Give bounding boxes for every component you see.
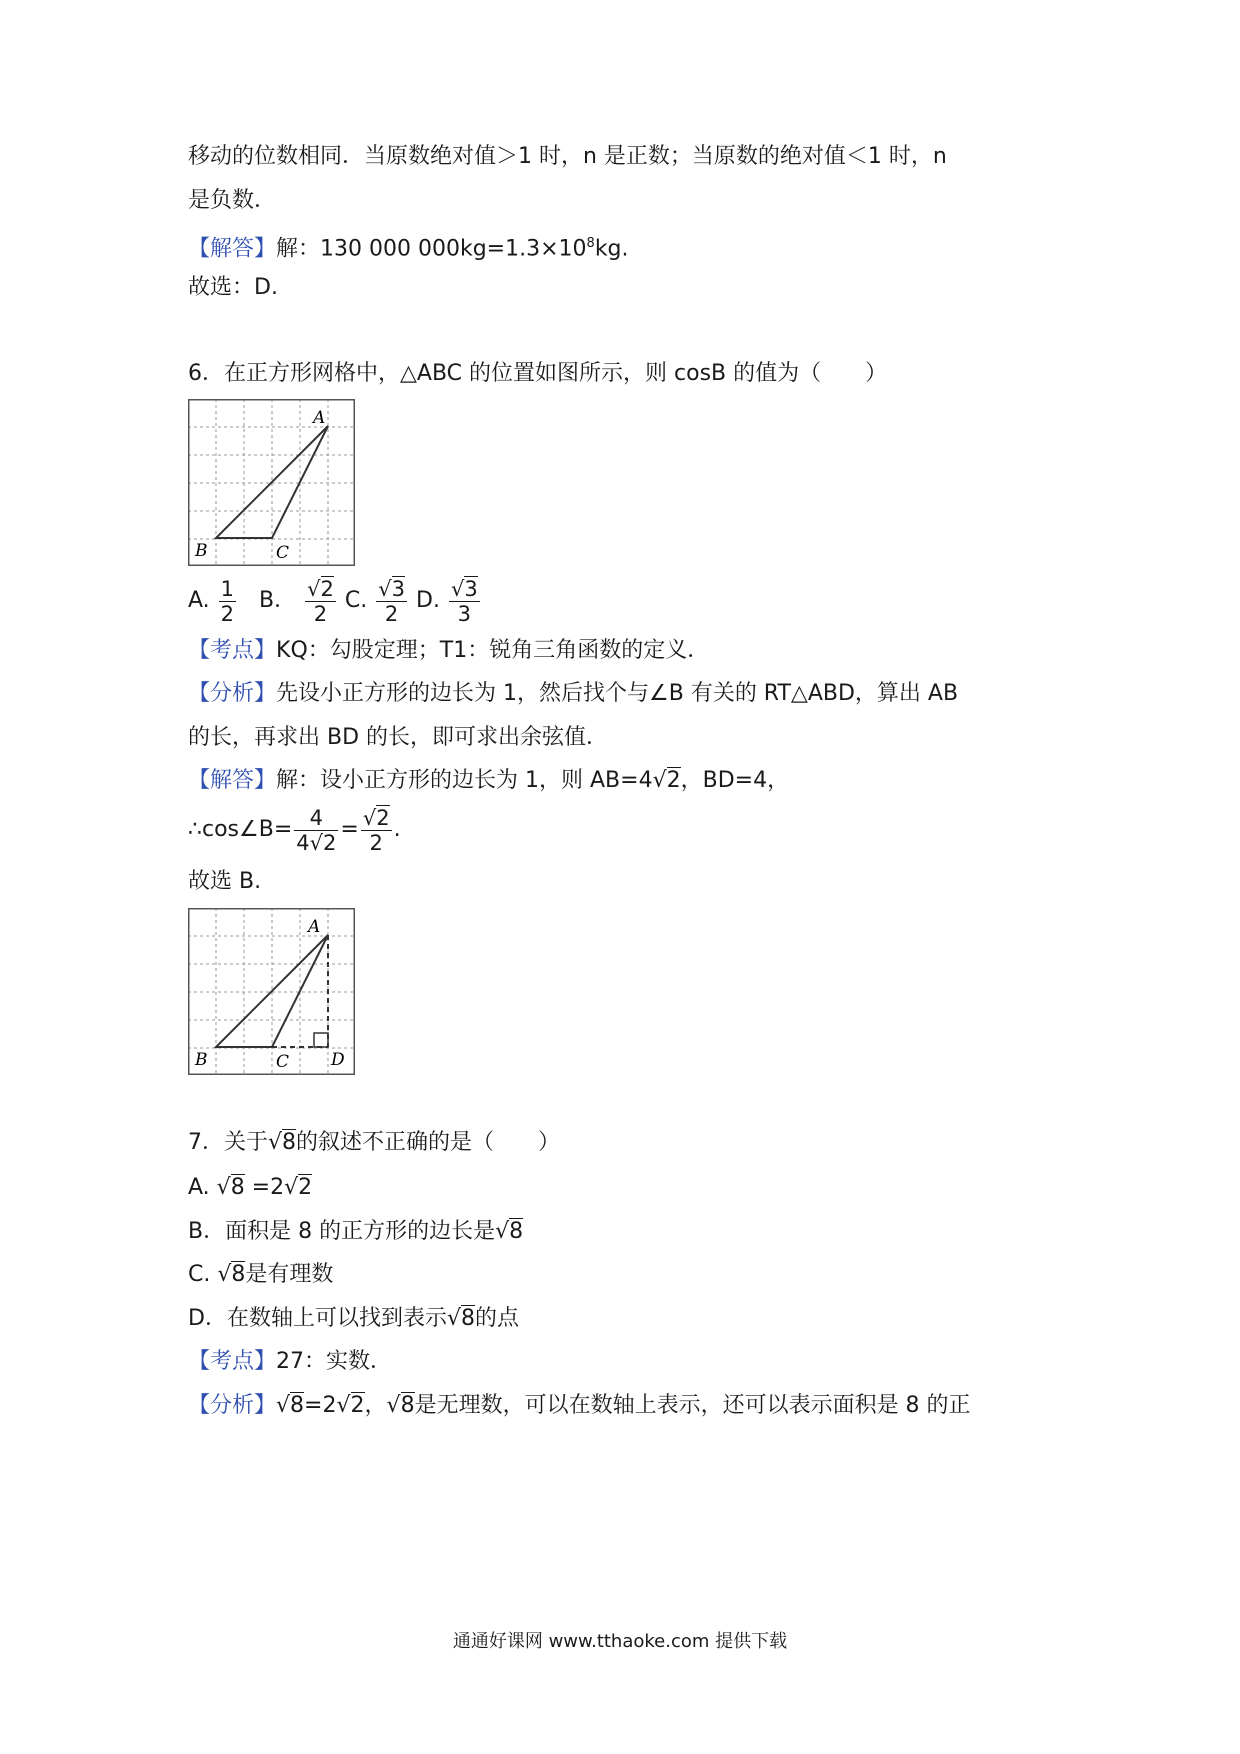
q6-choose: 故选 B.: [188, 869, 262, 894]
q6-kaodian: [188, 636, 709, 666]
radicand: 3: [464, 576, 478, 601]
numerator: [376, 577, 407, 602]
label-b: B: [195, 1050, 208, 1070]
kaodian-text: 27：实数．: [276, 1349, 393, 1374]
option-label: C.: [188, 1262, 211, 1287]
numerator: [305, 577, 336, 602]
radicand: 8: [230, 1175, 245, 1200]
kaodian-text: KQ：勾股定理；T1：锐角三角函数的定义．: [276, 638, 710, 663]
jieda-text-end: ，BD=4，: [680, 768, 790, 793]
radical-icon: √: [276, 1393, 291, 1418]
option-a-label: A.: [188, 588, 210, 613]
answer-unit: kg.: [594, 236, 629, 262]
denominator: 2: [384, 601, 399, 626]
denominator: 2: [220, 601, 235, 626]
q6-cos-line: [188, 804, 401, 856]
radical-icon: √: [495, 1219, 510, 1244]
radical-icon: √: [217, 1262, 232, 1287]
cos-prefix: ∴cos∠B=: [188, 817, 293, 842]
radicand: 8: [509, 1219, 524, 1244]
option-c-label: C.: [344, 588, 368, 613]
label-b: B: [195, 541, 208, 561]
coefficient: 4: [296, 830, 310, 855]
fenxi-text: 是无理数，可以在数轴上表示，还可以表示面积是 8 的正: [414, 1393, 971, 1418]
denominator: [294, 831, 338, 855]
equals: =2: [244, 1175, 285, 1200]
kaodian-tag: 【考点】: [188, 638, 277, 663]
q7-kaodian: [188, 1347, 392, 1377]
right-angle-icon: [314, 1033, 328, 1047]
denominator: 3: [457, 601, 471, 626]
kaodian-tag: 【考点】: [188, 1349, 277, 1374]
radicand: 8: [231, 1262, 246, 1287]
option-b-label: B．: [259, 588, 297, 613]
q6-options: [188, 575, 482, 627]
radical-icon: √: [450, 576, 465, 601]
option-label: A.: [188, 1175, 210, 1200]
numerator: [361, 806, 392, 831]
q6-fenxi: [188, 679, 958, 709]
radical-icon: √: [268, 1130, 283, 1155]
label-c: C: [276, 1052, 290, 1072]
page-footer: 通通好课网 www.tthaoke.com 提供下载: [452, 1631, 788, 1652]
fenxi-tag: 【分析】: [188, 681, 277, 706]
q7-stem-end: 的叙述不正确的是（ ）: [296, 1130, 561, 1155]
q7-fenxi: [188, 1391, 971, 1421]
q6-jieda: [188, 766, 789, 796]
radical-icon: √: [652, 768, 667, 793]
denominator: 2: [369, 830, 383, 855]
q7-stem: [188, 1128, 560, 1158]
radicand: 2: [298, 1175, 313, 1200]
numerator: 1: [220, 576, 235, 601]
text-line: 移动的位数相同．当原数绝对值＞1 时，n 是正数；当原数的绝对值＜1 时，n: [188, 144, 947, 169]
radical-icon: √: [309, 830, 324, 855]
radical-icon: √: [386, 1393, 401, 1418]
q7-option-d: [188, 1304, 519, 1334]
option-a-fraction: [219, 577, 236, 626]
text-line: 是负数．: [188, 188, 277, 213]
radical-icon: √: [336, 1393, 351, 1418]
radicand: 2: [323, 830, 337, 855]
radical-icon: √: [216, 1175, 231, 1200]
radicand: 2: [666, 768, 681, 793]
answer-text: 解：130 000 000kg=1.3×10: [276, 236, 587, 262]
q6-figure-grid: [188, 399, 355, 566]
option-text: 是有理数: [245, 1262, 334, 1287]
radical-icon: √: [284, 1175, 299, 1200]
radicand: 2: [350, 1393, 365, 1418]
option-b-fraction: [305, 577, 336, 626]
radicand: 8: [400, 1393, 415, 1418]
option-c-fraction: [376, 577, 407, 626]
radical-icon: √: [362, 805, 377, 830]
option-text-end: 的点: [474, 1306, 519, 1331]
fenxi-text: 先设小正方形的边长为 1，然后找个与∠B 有关的 RT△ABD，算出 AB: [276, 681, 959, 706]
option-d-fraction: [449, 577, 480, 626]
q7-option-b: [188, 1217, 523, 1247]
numerator: 4: [294, 806, 338, 831]
q7-option-a: [188, 1173, 312, 1203]
radicand: 8: [282, 1130, 297, 1155]
q6-stem: 6．在正方形网格中，△ABC 的位置如图所示，则 cosB 的值为（ ）: [188, 361, 888, 386]
radical-icon: √: [378, 576, 392, 601]
q7-option-c: [188, 1260, 333, 1290]
answer-tag: 【解答】: [188, 236, 277, 262]
jieda-tag: 【解答】: [188, 768, 277, 793]
q7-stem-start: 7．关于: [188, 1130, 268, 1155]
option-text: B．面积是 8 的正方形的边长是: [188, 1219, 496, 1244]
option-text: D．在数轴上可以找到表示: [188, 1306, 447, 1331]
label-c: C: [276, 543, 290, 563]
radical-icon: √: [446, 1306, 461, 1331]
equals: =2: [304, 1393, 337, 1418]
equals: =: [340, 817, 359, 842]
radicand: 8: [290, 1393, 305, 1418]
cos-fraction: [294, 806, 338, 855]
choice-line: 故选：D.: [188, 275, 278, 300]
label-a: A: [313, 408, 326, 428]
label-a: A: [308, 917, 321, 937]
radicand: 2: [376, 805, 390, 830]
q6-fenxi-cont: 的长，再求出 BD 的长，即可求出余弦值．: [188, 725, 609, 750]
period: .: [393, 817, 401, 842]
radicand: 8: [460, 1306, 475, 1331]
radicand: 2: [320, 576, 334, 601]
exponent: 8: [586, 236, 595, 251]
denominator: 2: [313, 601, 328, 626]
jieda-text: 解：设小正方形的边长为 1，则 AB=4: [276, 768, 653, 793]
numerator: [449, 577, 480, 602]
fenxi-tag: 【分析】: [188, 1393, 277, 1418]
label-d: D: [331, 1050, 345, 1070]
option-d-label: D.: [416, 588, 440, 613]
cos-result-fraction: [361, 806, 392, 855]
answer-line: [188, 229, 629, 264]
radicand: 3: [391, 576, 405, 601]
radical-icon: √: [307, 576, 321, 601]
comma: ，: [364, 1393, 387, 1418]
q6-solution-figure: [188, 908, 355, 1075]
